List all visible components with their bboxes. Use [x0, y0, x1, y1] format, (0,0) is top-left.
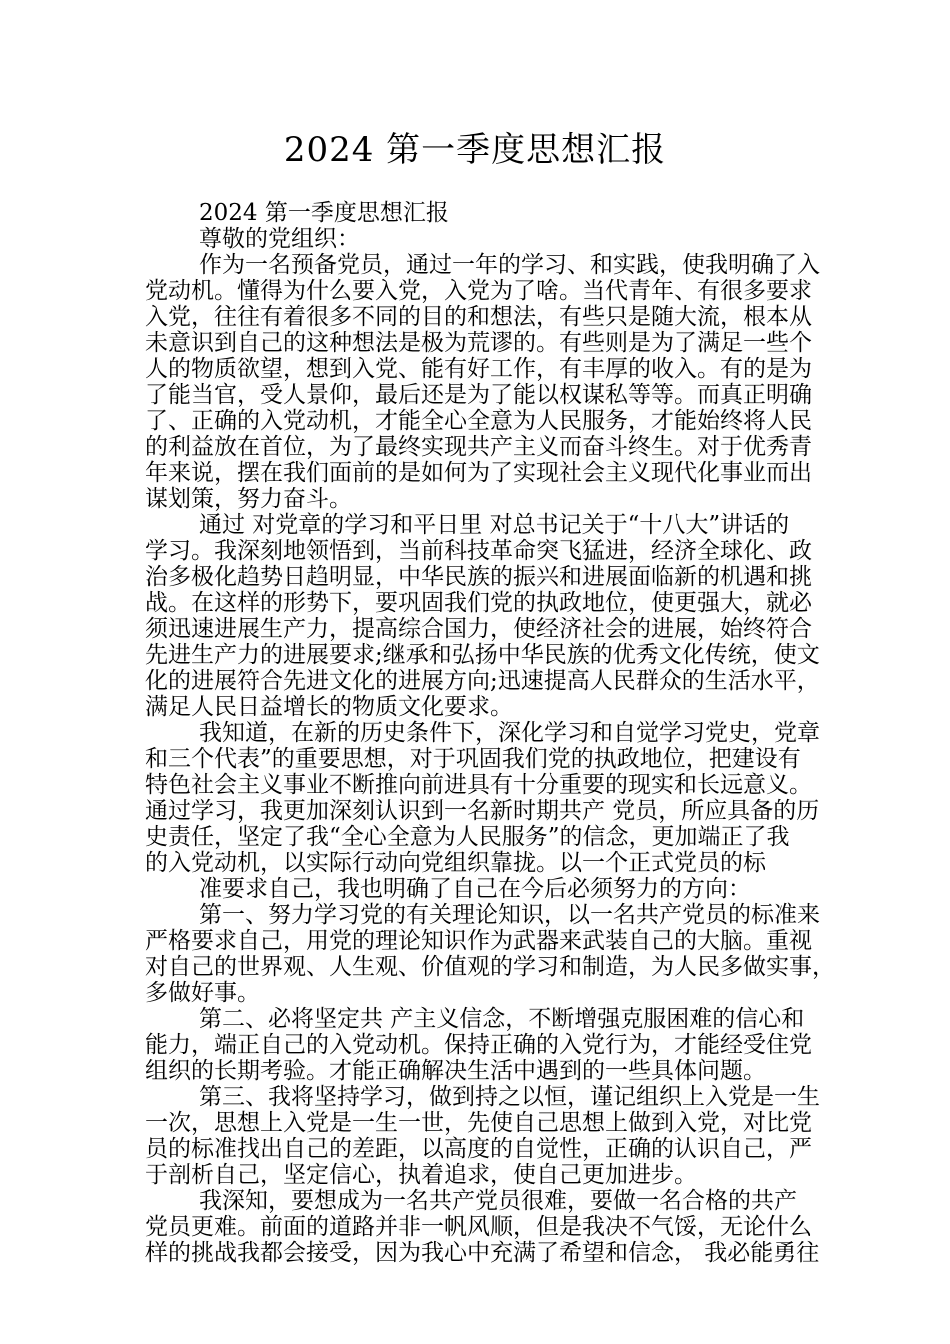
text-line: 对自己的世界观、人生观、价值观的学习和制造，为人民多做实事，: [145, 954, 835, 980]
text-line: 年来说，摆在我们面前的是如何为了实现社会主义现代化事业而出: [145, 460, 812, 486]
text-line: 准要求自己，我也明确了自己在今后必须努力的方向：: [199, 876, 751, 902]
document-body: [145, 200, 835, 1266]
text-line: 未意识到自己的这种想法是极为荒谬的。有些则是为了满足一些个: [145, 330, 812, 356]
text-line: 作为一名预备党员，通过一年的学习、和实践，使我明确了入: [199, 252, 820, 278]
text-line: 员的标准找出自己的差距，以高度的自觉性，正确的认识自己，严: [145, 1136, 812, 1162]
document-title: 2024 第一季度思想汇报: [283, 130, 667, 170]
text-line: 多做好事。: [145, 980, 260, 1006]
text-line: 特色社会主义事业不断推向前进具有十分重要的现实和长远意义。: [145, 772, 812, 798]
text-line: 组织的长期考验。才能正确解决生活中遇到的一些具体问题。: [145, 1058, 766, 1084]
text-line: 第三、我将坚持学习，做到持之以恒，谨记组织上入党是一生: [199, 1084, 820, 1110]
text-line: 先进生产力的进展要求;继承和弘扬中华民族的优秀文化传统，使文: [145, 642, 820, 668]
text-line: 了、正确的入党动机，才能全心全意为人民服务，才能始终将人民: [145, 408, 812, 434]
text-line: 样的挑战我都会接受，因为我心中充满了希望和信念， 我必能勇往: [145, 1240, 820, 1266]
text-line: 学习。我深刻地领悟到，当前科技革命突飞猛进，经济全球化、政: [145, 538, 812, 564]
text-line: 谋划策，努力奋斗。: [145, 486, 352, 512]
text-line: 化的进展符合先进文化的进展方向;迅速提高人民群众的生活水平，: [145, 668, 820, 694]
text-line: 须迅速进展生产力，提高综合国力，使经济社会的进展，始终符合: [145, 616, 812, 642]
text-line: 的利益放在首位，为了最终实现共产主义而奋斗终生。对于优秀青: [145, 434, 812, 460]
text-line: 一次，思想上入党是一生一世，先使自己思想上做到入党，对比党: [145, 1110, 812, 1136]
text-line: 入党，往往有着很多不同的目的和想法，有些只是随大流，根本从: [145, 304, 812, 330]
text-line: 我知道，在新的历史条件下，深化学习和自觉学习党史，党章: [199, 720, 820, 746]
text-line: 史责任，坚定了我“全心全意为人民服务”的信念，更加端正了我: [145, 824, 790, 850]
text-line: 党员更难。前面的道路并非一帆风顺，但是我决不气馁，无论什么: [145, 1214, 812, 1240]
text-line: 2024 第一季度思想汇报: [199, 200, 449, 226]
text-line: 严格要求自己，用党的理论知识作为武器来武装自己的大脑。重视: [145, 928, 812, 954]
text-line: 通过学习，我更加深刻认识到一名新时期共产 党员，所应具备的历: [145, 798, 820, 824]
text-line: 于剖析自己，坚定信心，执着追求，使自己更加进步。: [145, 1162, 697, 1188]
text-line: 和三个代表”的重要思想，对于巩固我们党的执政地位，把建设有: [145, 746, 801, 772]
text-line: 能力，端正自己的入党动机。保持正确的入党行为，才能经受住党: [145, 1032, 812, 1058]
text-line: 人的物质欲望，想到入党、能有好工作，有丰厚的收入。有的是为: [145, 356, 812, 382]
text-line: 的入党动机，以实际行动向党组织靠拢。以一个正式党员的标: [145, 850, 766, 876]
text-line: 我深知，要想成为一名共产党员很难，要做一名合格的共产: [199, 1188, 797, 1214]
text-line: 党动机。懂得为什么要入党，入党为了啥。当代青年、有很多要求: [145, 278, 812, 304]
text-line: 治多极化趋势日趋明显，中华民族的振兴和进展面临新的机遇和挑: [145, 564, 812, 590]
text-line: 满足人民日益增长的物质文化要求。: [145, 694, 513, 720]
text-line: 第二、必将坚定共 产主义信念，不断增强克服困难的信心和: [199, 1006, 805, 1032]
text-line: 通过 对党章的学习和平日里 对总书记关于“十八大”讲话的: [199, 512, 790, 538]
text-line: 第一、努力学习党的有关理论知识，以一名共产党员的标准来: [199, 902, 820, 928]
text-line: 战。在这样的形势下，要巩固我们党的执政地位，使更强大，就必: [145, 590, 812, 616]
text-line: 了能当官，受人景仰，最后还是为了能以权谋私等等。而真正明确: [145, 382, 812, 408]
text-line: 尊敬的党组织：: [199, 226, 360, 252]
